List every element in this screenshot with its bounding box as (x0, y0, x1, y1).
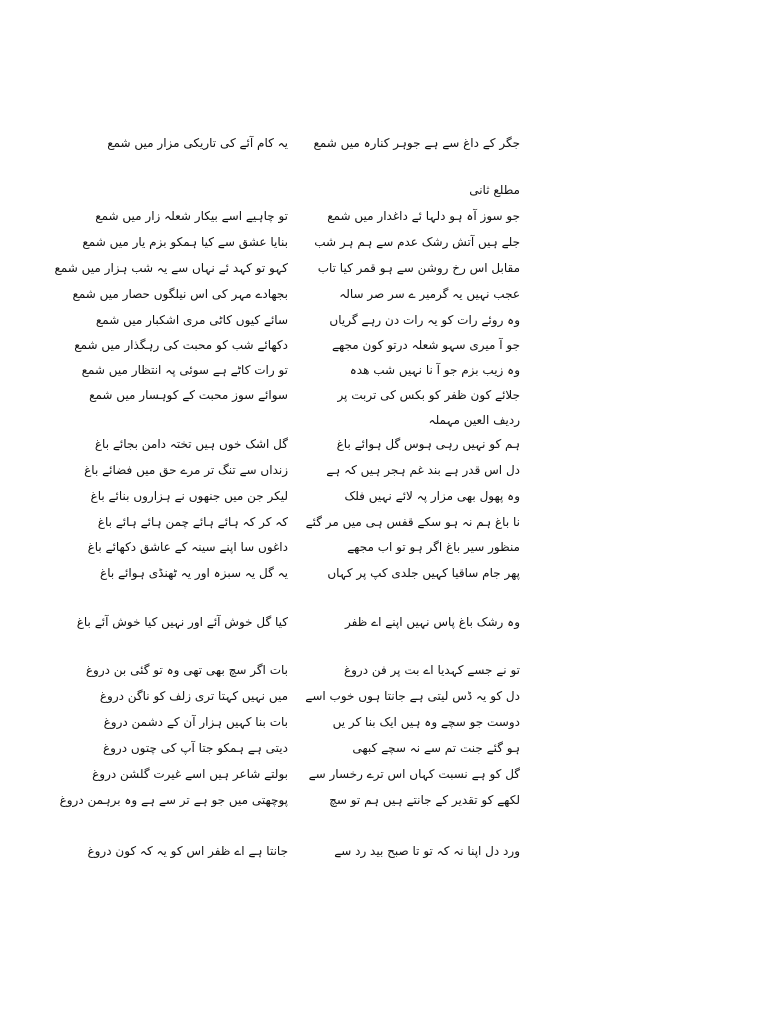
verse-left: دکھائے شب کو محبت کی رہگذار میں شمع (74, 338, 288, 352)
verse-right: عجب نہیں یہ گرمیر ے سر صر سالہ (339, 287, 520, 301)
verse-right: نا باغ ہم نہ ہو سکے قفس ہی میں مر گئے (305, 515, 520, 529)
verse-left: تو چاہیے اسے بیکار شعلہ زار میں شمع (95, 209, 288, 223)
verse-left: سائے کیوں کاٹی مری اشکبار میں شمع (95, 313, 288, 327)
verse-left: کہ کر کہ ہائے ہائے چمن ہائے ہائے باغ (97, 515, 288, 529)
verse-left: بات بنا کہیں ہزار آن کے دشمن دروغ (103, 715, 288, 729)
verse-left: میں نہیں کہتا تری زلف کو ناگن دروغ (99, 689, 288, 703)
closing-misra-right: وہ رشک باغ پاس نہیں اپنے اے ظفر (345, 615, 520, 629)
opening-misra-right: جگر کے داغ سے ہے جوہر کنارہ میں شمع (313, 136, 520, 150)
verse-right: دل اس قدر ہے بند غم ہجر ہیں کہ ہے (326, 463, 520, 477)
verse-left: دیتی ہے ہمکو جتا آپ کی چتوں دروغ (102, 741, 288, 755)
verse-right: جلائے کون ظفر کو بکس کی تربت پر (337, 388, 520, 402)
closing-misra-left: جانتا ہے اے ظفر اس کو یہ کہ کون دروغ (87, 844, 288, 858)
verse-right: وہ زیب بزم جو آ نا نہیں شب ھدہ (349, 363, 520, 377)
closing-misra-left: کیا گل خوش آئے اور نہیں کیا خوش آئے باغ (76, 615, 288, 629)
verse-left: تو رات کاٹے ہے سوئی پہ انتظار میں شمع (81, 363, 288, 377)
verse-right: دوست جو سچے وہ ہیں ایک بنا کر یں (332, 715, 520, 729)
verse-left: لیکر جن میں جنھوں نے ہزاروں بنائے باغ (90, 489, 288, 503)
closing-misra-right: ورد دل اپنا نہ کہ تو تا صبح بید رد سے (334, 844, 520, 858)
verse-right: وہ روئے رات کو یہ رات دن رہے گریاں (329, 313, 520, 327)
verse-right: منظور سیر باغ اگر ہو تو اب مجھے (347, 540, 520, 554)
verse-right: لکھے کو تقدیر کے جانتے ہیں ہم تو سچ (329, 793, 520, 807)
verse-right: تو نے جسے کہدیا اے بت پر فن دروغ (343, 663, 520, 677)
verse-left: کہو تو کہد ئے نہاں سے یہ شب ہزار میں شمع (54, 261, 288, 275)
section-heading-radif: ردیف العین مہملہ (428, 413, 520, 427)
verse-left: داغوں سا اپنے سینہ کے عاشق دکھائے باغ (87, 540, 288, 554)
verse-right: جو سوز آہ ہو دلہا ئے داغدار میں شمع (327, 209, 520, 223)
verse-left: بولتے شاعر ہیں اسے غیرت گلشن دروغ (92, 767, 288, 781)
verse-right: پھر جام ساقیا کہیں جلدی کپ پر کہاں (327, 566, 520, 580)
verse-left: بنایا عشق سے کیا ہمکو بزم یار میں شمع (82, 235, 288, 249)
verse-right: جو آ میری سہو شعلہ درتو کون مجھے (332, 338, 520, 352)
verse-left: سوائے سوز محبت کے کوہسار میں شمع (89, 388, 288, 402)
verse-left: بات اگر سچ بھی تھی وہ تو گئی بن دروغ (85, 663, 288, 677)
verse-left: بجھادے مہر کی اس نیلگوں حصار میں شمع (72, 287, 288, 301)
verse-right: مقابل اس رخ روشن سے ہو قمر کیا تاب (317, 261, 520, 275)
verse-right: ہم کو نہیں رہی ہوس گل ہوائے باغ (336, 437, 520, 451)
verse-right: دل کو یہ ڈس لیتی ہے جانتا ہوں خوب اسے (305, 689, 520, 703)
verse-left: یہ گل یہ سبزہ اور یہ ٹھنڈی ہوائے باغ (100, 566, 288, 580)
verse-right: گل کو ہے نسبت کہاں اس ترے رخسار سے (308, 767, 520, 781)
verse-right: جلے ہیں آتش رشک عدم سے ہم ہر شب (314, 235, 520, 249)
verse-left: پوچھتی میں جو ہے تر سے ہے وہ برہمن دروغ (59, 793, 288, 807)
opening-misra-left: یہ کام آئے کی تاریکی مزار میں شمع (107, 136, 288, 150)
verse-right: ہو گئے جنت تم سے نہ سچے کبھی (352, 741, 520, 755)
verse-right: وہ پھول بھی مزار پہ لائے نہیں فلک (344, 489, 520, 503)
verse-left: گل اشک خوں ہیں تختہ دامن بجائے باغ (94, 437, 288, 451)
section-heading-matla-sani: مطلع ثانی (469, 183, 520, 197)
verse-left: زنداں سے تنگ تر مرے حق میں فضائے باغ (84, 463, 288, 477)
